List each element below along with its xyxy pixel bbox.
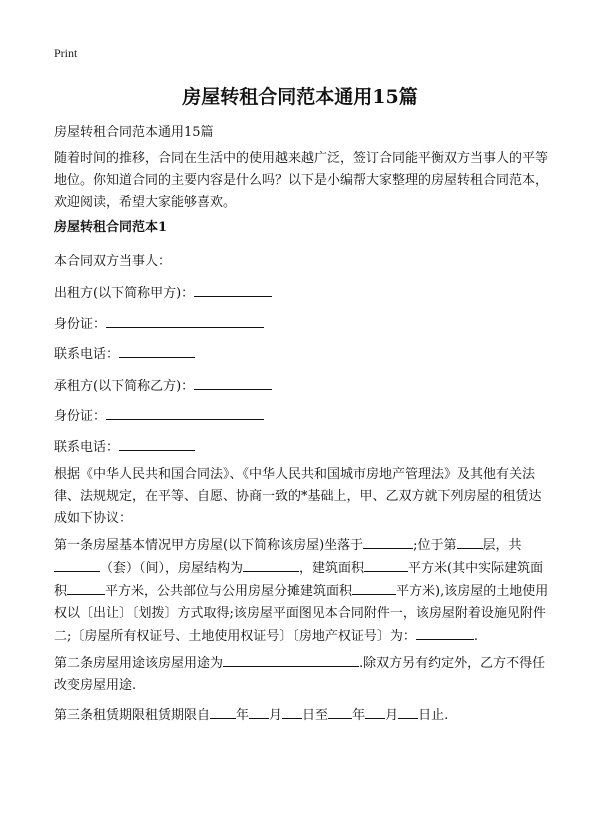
article-2-text: 第二条房屋用途该房屋用途为 [54, 656, 224, 671]
article-1-text: . [473, 629, 479, 644]
article-3-text: 年 [236, 708, 250, 723]
article-3-blank [282, 704, 302, 719]
lessor-label: 出租方(以下简称甲方)： [54, 286, 195, 301]
article-1-blank [416, 625, 474, 640]
print-link[interactable]: Print [54, 46, 78, 60]
lessee-phone-line [54, 436, 195, 455]
article-3-text: 日至 [302, 708, 329, 723]
article-3-blank [210, 704, 236, 719]
article-1-blank [54, 557, 100, 572]
article-1-text: （套）（间），房屋结构为 [100, 561, 244, 576]
article-1-text: ，建筑面积 [299, 561, 365, 576]
article-1-text: ;位于第 [413, 538, 457, 553]
lessee-name-blank [194, 375, 272, 390]
article-1-blank [243, 557, 299, 572]
article-3-text: 第三条租赁期限租赁期限自 [54, 708, 211, 723]
article-3-text: 月 [269, 708, 283, 723]
lessor-id-line [54, 313, 264, 332]
article-1-blank [352, 580, 396, 595]
article-1-paragraph [54, 534, 550, 648]
article-2-blank [223, 652, 359, 667]
article-3-blank [398, 704, 418, 719]
article-2-text: .除双方另有约定外，乙方不得任改变房屋用途. [54, 656, 546, 693]
lessee-label: 承租方(以下简称乙方)： [54, 379, 195, 394]
article-3-blank [365, 704, 385, 719]
lessor-line [54, 282, 272, 301]
lessee-phone-label: 联系电话： [54, 440, 120, 455]
parties-label: 本合同双方当事人： [54, 254, 172, 269]
article-3-blank [328, 704, 352, 719]
lessee-line [54, 375, 272, 394]
lessee-phone-blank [119, 436, 195, 451]
article-2-paragraph [54, 652, 550, 697]
lessee-id-label: 身份证： [54, 409, 107, 424]
lessor-id-label: 身份证： [54, 317, 107, 332]
article-1-blank [457, 534, 483, 549]
law-paragraph: 根据《中华人民共和国合同法》、《中华人民共和国城市房地产管理法》及其他有关法律、法规规定，在平等、自愿、协商一致的*基础上，甲、乙双方就下列房屋的租赁达成如下协议： [54, 467, 542, 526]
article-3-paragraph [54, 704, 550, 727]
intro-paragraph: 随着时间的推移，合同在生活中的使用越来越广泛，签订合同能平衡双方当事人的平等地位。你知道合同的主要内容是什么吗？以下是小编帮大家整理的房屋转租合同范本，欢迎阅读，希望大家能够喜欢。 [54, 151, 549, 210]
article-3-text: 年 [352, 708, 366, 723]
article-1-blank [364, 557, 408, 572]
lessee-id-blank [106, 405, 264, 420]
article-1-text: 层，共 [482, 538, 522, 553]
lessor-phone-label: 联系电话： [54, 347, 120, 362]
lessor-phone-line [54, 343, 195, 362]
lessee-id-line [54, 405, 264, 424]
lessor-phone-blank [119, 343, 195, 358]
article-1-text: 平方米),该房屋的土地使用权以〔出让〕〔划拨〕方式取得;该房屋平面图见本合同附件一，该房屋附着设施见附件二;〔房屋所有权证号、土地使用权证号〕〔房地产权证号〕为： [54, 584, 549, 644]
article-1-text: 第一条房屋基本情况甲方房屋(以下简称该房屋)坐落于 [54, 538, 364, 553]
article-3-blank [249, 704, 269, 719]
lessor-id-blank [106, 313, 264, 328]
lessor-name-blank [194, 282, 272, 297]
section-heading: 房屋转租合同范本1 [54, 220, 168, 235]
article-1-text: 平方米，公共部位与公用房屋分摊建筑面积 [105, 584, 353, 599]
article-3-text: 日止. [418, 708, 449, 723]
article-1-blank [363, 534, 413, 549]
article-1-blank [67, 580, 105, 595]
document-title: 房屋转租合同范本通用15篇 [182, 86, 418, 108]
document-subtitle: 房屋转租合同范本通用15篇 [54, 125, 214, 140]
article-1-text: 平方米(其中实际建筑面积 [54, 561, 544, 599]
article-3-text: 月 [385, 708, 399, 723]
